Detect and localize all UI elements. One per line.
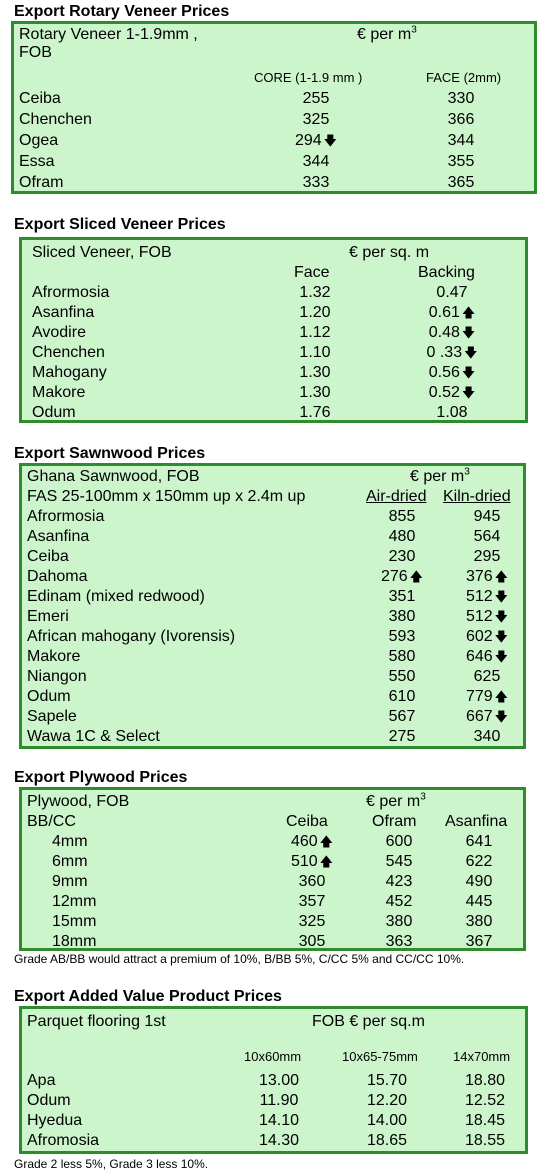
table-cell-kiln-dried: 779 🡅 (465, 688, 509, 705)
table-cell-air-dried: 275 (388, 728, 416, 745)
table-row-size: 12mm (52, 893, 97, 910)
table-cell-backing: 0.61 🡅 (428, 304, 476, 321)
table-row-name: Sapele (27, 708, 77, 725)
table-cell-kiln-dried: 646 🡇 (465, 648, 509, 665)
table-cell-air-dried: 351 (388, 588, 416, 605)
table-cell-kiln-dried: 564 (473, 528, 501, 545)
table-row-name: Niangon (27, 668, 87, 685)
table-cell-kiln-dried: 295 (473, 548, 501, 565)
table-cell-ceiba: 357 (298, 893, 326, 910)
table-cell-backing: 0.56 🡇 (428, 364, 476, 381)
sliced-col-backing: Backing (418, 264, 475, 281)
table-cell-face: 366 (447, 111, 475, 128)
table-row-name: Ceiba (19, 90, 61, 107)
table-row-name: Odum (27, 1092, 71, 1109)
rotary-title: Export Rotary Veneer Prices (14, 3, 230, 20)
trend-arrow-icon: 🡅 (461, 305, 476, 320)
sawn-header: Ghana Sawnwood, FOB (27, 468, 200, 485)
trend-arrow-icon: 🡅 (319, 834, 334, 849)
table-cell-ceiba: 325 (298, 913, 326, 930)
table-cell-face: 1.30 (299, 364, 331, 381)
table-row-name: Apa (27, 1072, 56, 1089)
added-col1: 10x60mm (244, 1049, 302, 1064)
table-cell-kiln-dried: 512 🡇 (465, 608, 509, 625)
table-row-name: Afrormosia (32, 284, 110, 301)
table-row-name: Mahogany (32, 364, 107, 381)
table-row-name: African mahogany (Ivorensis) (27, 628, 236, 645)
table-row-name: Dahoma (27, 568, 88, 585)
table-cell-air-dried: 276 🡅 (380, 568, 424, 585)
table-cell-14x70: 12.52 (464, 1092, 506, 1109)
table-cell-kiln-dried: 625 (473, 668, 501, 685)
table-row-size: 18mm (52, 933, 97, 950)
table-cell-kiln-dried: 602 🡇 (465, 628, 509, 645)
table-row-name: Hyedua (27, 1112, 83, 1129)
table-cell-backing: 0.52 🡇 (428, 384, 476, 401)
table-row-size: 9mm (52, 873, 88, 890)
table-cell-asanfina: 380 (465, 913, 493, 930)
trend-arrow-icon: 🡇 (494, 649, 509, 664)
table-cell-10x65-75: 18.65 (366, 1132, 408, 1149)
table-cell-face: 1.76 (299, 404, 331, 421)
table-row-name: Edinam (mixed redwood) (27, 588, 205, 605)
table-row-name: Chenchen (19, 111, 92, 128)
table-cell-10x60: 14.30 (258, 1132, 300, 1149)
table-row-name: Odum (27, 688, 71, 705)
table-row-name: Essa (19, 153, 55, 170)
table-cell-10x60: 11.90 (259, 1092, 299, 1109)
trend-arrow-icon: 🡅 (409, 569, 424, 584)
table-cell-kiln-dried: 340 (473, 728, 501, 745)
table-cell-14x70: 18.80 (464, 1072, 506, 1089)
table-row-name: Wawa 1C & Select (27, 728, 160, 745)
table-cell-face: 1.20 (299, 304, 331, 321)
sawn-title: Export Sawnwood Prices (14, 445, 206, 462)
table-cell-face: 1.30 (299, 384, 331, 401)
added-col3: 14x70mm (453, 1049, 511, 1064)
plywood-unit: € per $m^3$ (366, 791, 426, 810)
table-cell-10x65-75: 15.70 (366, 1072, 408, 1089)
added-header: Parquet flooring 1st (27, 1013, 166, 1030)
table-cell-kiln-dried: 512 🡇 (465, 588, 509, 605)
plywood-col-asanfina: Asanfina (445, 813, 508, 830)
added-unit: FOB € per sq.m (312, 1013, 425, 1030)
sliced-header: Sliced Veneer, FOB (32, 244, 172, 261)
sliced-title: Export Sliced Veneer Prices (14, 216, 226, 233)
table-cell-ceiba: 305 (298, 933, 326, 950)
table-row-name: Afrormosia (27, 508, 105, 525)
rotary-header-line1: Rotary Veneer 1-1.9mm , (19, 26, 198, 43)
table-cell-10x65-75: 12.20 (366, 1092, 408, 1109)
sliced-unit: € per sq. m (349, 244, 430, 261)
table-row-name: Odum (32, 404, 76, 421)
plywood-title: Export Plywood Prices (14, 769, 188, 786)
plywood-note: Grade AB/BB would attract a premium of 10%, B/BB 5%, C/CC 5% and CC/CC 10%. (14, 952, 465, 966)
table-cell-air-dried: 567 (388, 708, 416, 725)
table-row-name: Asanfina (32, 304, 95, 321)
table-cell-ofram: 600 (385, 833, 413, 850)
trend-arrow-icon: 🡇 (461, 385, 476, 400)
table-cell-14x70: 18.55 (464, 1132, 506, 1149)
table-cell-asanfina: 622 (465, 853, 493, 870)
trend-arrow-icon: 🡇 (461, 365, 476, 380)
table-cell-air-dried: 380 (388, 608, 416, 625)
table-cell-core: 325 (302, 111, 330, 128)
plywood-col-ofram: Ofram (372, 813, 417, 830)
table-cell-backing: 0.47 (436, 284, 468, 301)
table-row-name: Ceiba (27, 548, 69, 565)
rotary-unit: € per $m^3$ (357, 24, 417, 43)
sawn-col-kiln: Kiln-dried (443, 488, 511, 505)
table-row-name: Asanfina (27, 528, 90, 545)
rotary-col-core: CORE (1-1.9 mm ) (254, 70, 363, 85)
added-table (19, 1006, 528, 1154)
table-cell-face: 1.10 (299, 344, 331, 361)
table-cell-asanfina: 490 (465, 873, 493, 890)
table-cell-10x60: 14.10 (258, 1112, 300, 1129)
added-col2: 10x65-75mm (342, 1049, 418, 1064)
table-cell-face: 330 (447, 90, 475, 107)
rotary-table (11, 21, 537, 194)
table-cell-ofram: 423 (385, 873, 413, 890)
trend-arrow-icon: 🡇 (494, 629, 509, 644)
table-cell-backing: 0.48 🡇 (428, 324, 476, 341)
table-cell-ceiba: 460 🡅 (290, 833, 334, 850)
plywood-grade: BB/CC (27, 813, 76, 830)
trend-arrow-icon: 🡅 (319, 854, 334, 869)
table-cell-face: 1.12 (299, 324, 331, 341)
trend-arrow-icon: 🡇 (494, 609, 509, 624)
table-cell-air-dried: 230 (388, 548, 416, 565)
sawn-table (19, 463, 526, 749)
table-cell-14x70: 18.45 (464, 1112, 506, 1129)
table-cell-ceiba: 360 (298, 873, 326, 890)
sawn-spec: FAS 25-100mm x 150mm up x 2.4m up (27, 488, 306, 505)
trend-arrow-icon: 🡇 (494, 589, 509, 604)
plywood-header: Plywood, FOB (27, 793, 130, 810)
plywood-table (19, 787, 526, 951)
table-row-name: Makore (32, 384, 86, 401)
table-row-name: Makore (27, 648, 81, 665)
table-cell-backing: 1.08 (436, 404, 468, 421)
table-cell-10x65-75: 14.00 (366, 1112, 408, 1129)
table-row-size: 15mm (52, 913, 97, 930)
sawn-unit: € per $m^3$ (410, 466, 470, 485)
table-cell-air-dried: 550 (388, 668, 416, 685)
table-cell-air-dried: 580 (388, 648, 416, 665)
table-cell-kiln-dried: 945 (473, 508, 501, 525)
table-cell-ofram: 452 (385, 893, 413, 910)
table-cell-ofram: 380 (385, 913, 413, 930)
table-cell-ofram: 545 (385, 853, 413, 870)
table-cell-kiln-dried: 376 🡅 (465, 568, 509, 585)
table-row-name: Ofram (19, 174, 64, 191)
table-cell-core: 294 🡇 (294, 132, 338, 149)
table-cell-core: 333 (302, 174, 330, 191)
table-cell-asanfina: 367 (465, 933, 493, 950)
table-row-size: 4mm (52, 833, 88, 850)
table-cell-air-dried: 480 (388, 528, 416, 545)
rotary-header-line2: FOB (19, 44, 52, 61)
sliced-table (19, 237, 528, 423)
table-cell-ceiba: 510 🡅 (290, 853, 334, 870)
trend-arrow-icon: 🡅 (494, 689, 509, 704)
table-row-name: Ogea (19, 132, 59, 149)
trend-arrow-icon: 🡇 (464, 345, 478, 360)
added-note: Grade 2 less 5%, Grade 3 less 10%. (14, 1157, 209, 1171)
table-row-name: Afromosia (27, 1132, 100, 1149)
table-cell-core: 255 (302, 90, 330, 107)
table-cell-air-dried: 855 (388, 508, 416, 525)
trend-arrow-icon: 🡅 (494, 569, 509, 584)
table-cell-air-dried: 610 (388, 688, 416, 705)
table-cell-air-dried: 593 (388, 628, 416, 645)
table-cell-face: 1.32 (299, 284, 331, 301)
table-cell-ofram: 363 (385, 933, 413, 950)
table-row-size: 6mm (52, 853, 88, 870)
plywood-col-ceiba: Ceiba (286, 813, 328, 830)
sliced-col-face: Face (294, 264, 330, 281)
table-cell-10x60: 13.00 (258, 1072, 300, 1089)
sawn-col-air: Air-dried (366, 488, 427, 505)
table-cell-face: 355 (447, 153, 475, 170)
table-cell-asanfina: 445 (465, 893, 493, 910)
table-cell-backing: 0 .33 🡇 (426, 344, 478, 361)
table-row-name: Emeri (27, 608, 69, 625)
trend-arrow-icon: 🡇 (323, 133, 338, 148)
trend-arrow-icon: 🡇 (461, 325, 476, 340)
table-cell-face: 344 (447, 132, 475, 149)
table-cell-face: 365 (447, 174, 475, 191)
table-row-name: Avodire (32, 324, 86, 341)
trend-arrow-icon: 🡇 (494, 709, 509, 724)
table-cell-kiln-dried: 667 🡇 (465, 708, 509, 725)
added-title: Export Added Value Product Prices (14, 988, 282, 1005)
table-cell-asanfina: 641 (465, 833, 493, 850)
table-row-name: Chenchen (32, 344, 105, 361)
table-cell-core: 344 (302, 153, 330, 170)
rotary-col-face: FACE (2mm) (426, 70, 502, 85)
